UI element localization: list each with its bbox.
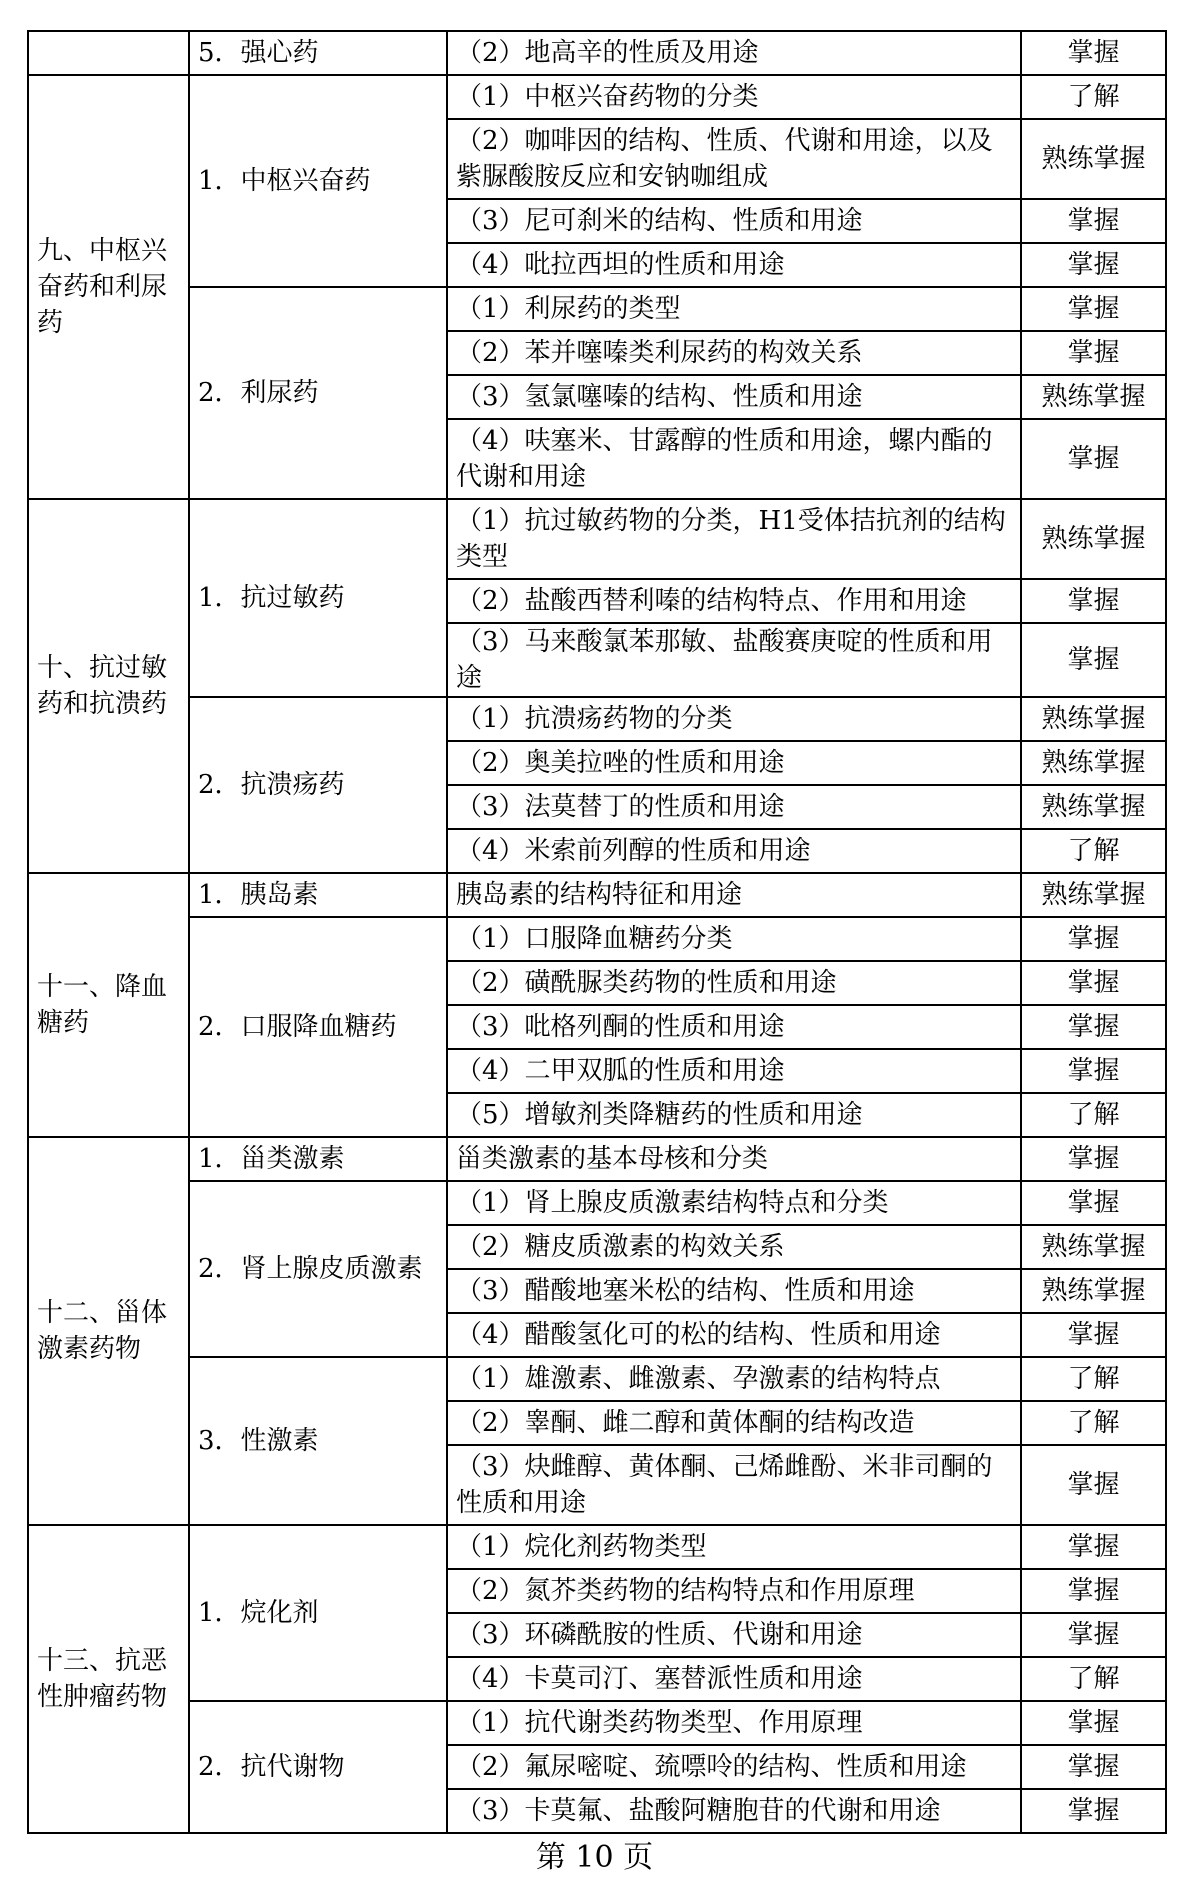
item-cell: （4）醋酸氢化可的松的结构、性质和用途 (447, 1313, 1021, 1357)
item-cell: （4）呋塞米、甘露醇的性质和用途，螺内酯的代谢和用途 (447, 419, 1021, 499)
item-cell: （5）增敏剂类降糖药的性质和用途 (447, 1093, 1021, 1137)
level-cell: 掌握 (1021, 419, 1166, 499)
level-cell: 了解 (1021, 1657, 1166, 1701)
topic-cell: 1．烷化剂 (189, 1525, 447, 1701)
level-cell: 掌握 (1021, 1445, 1166, 1525)
item-cell: （1）抗代谢类药物类型、作用原理 (447, 1701, 1021, 1745)
item-cell: （2）氟尿嘧啶、巯嘌呤的结构、性质和用途 (447, 1745, 1021, 1789)
item-cell: 甾类激素的基本母核和分类 (447, 1137, 1021, 1181)
unit-cell: 十二、甾体激素药物 (28, 1137, 189, 1525)
level-cell: 熟练掌握 (1021, 785, 1166, 829)
item-cell: （3）马来酸氯苯那敏、盐酸赛庚啶的性质和用途 (447, 623, 1021, 697)
page-number: 第 10 页 (535, 1840, 654, 1875)
level-cell: 掌握 (1021, 1789, 1166, 1833)
topic-cell: 1．中枢兴奋药 (189, 75, 447, 287)
item-cell: （3）氢氯噻嗪的结构、性质和用途 (447, 375, 1021, 419)
unit-cell: 十一、降血糖药 (28, 873, 189, 1137)
level-cell: 了解 (1021, 1357, 1166, 1401)
level-cell: 掌握 (1021, 1137, 1166, 1181)
level-cell: 掌握 (1021, 331, 1166, 375)
item-cell: （4）二甲双胍的性质和用途 (447, 1049, 1021, 1093)
syllabus-table-body (28, 31, 1166, 1833)
item-cell: （1）肾上腺皮质激素结构特点和分类 (447, 1181, 1021, 1225)
item-cell: （1）口服降血糖药分类 (447, 917, 1021, 961)
level-cell: 熟练掌握 (1021, 697, 1166, 741)
item-cell: （2）奥美拉唑的性质和用途 (447, 741, 1021, 785)
level-cell: 掌握 (1021, 1569, 1166, 1613)
topic-cell: 2．利尿药 (189, 287, 447, 499)
item-cell: （4）吡拉西坦的性质和用途 (447, 243, 1021, 287)
item-cell: 胰岛素的结构特征和用途 (447, 873, 1021, 917)
item-cell: （2）磺酰脲类药物的性质和用途 (447, 961, 1021, 1005)
item-cell: （2）盐酸西替利嗪的结构特点、作用和用途 (447, 579, 1021, 623)
table-row (28, 31, 1166, 75)
unit-cell: 九、中枢兴奋药和利尿药 (28, 75, 189, 499)
level-cell: 掌握 (1021, 1525, 1166, 1569)
unit-cell: 十、抗过敏药和抗溃药 (28, 499, 189, 873)
table-row (28, 1525, 1166, 1569)
level-cell: 掌握 (1021, 243, 1166, 287)
table-row (28, 1181, 1166, 1225)
level-cell: 掌握 (1021, 1745, 1166, 1789)
item-cell: （4）米索前列醇的性质和用途 (447, 829, 1021, 873)
level-cell: 掌握 (1021, 1181, 1166, 1225)
level-cell: 掌握 (1021, 199, 1166, 243)
level-cell: 熟练掌握 (1021, 499, 1166, 579)
topic-cell: 3．性激素 (189, 1357, 447, 1525)
item-cell: （2）苯并噻嗪类利尿药的构效关系 (447, 331, 1021, 375)
level-cell: 掌握 (1021, 1005, 1166, 1049)
level-cell: 了解 (1021, 1401, 1166, 1445)
level-cell: 熟练掌握 (1021, 119, 1166, 199)
item-cell: （3）醋酸地塞米松的结构、性质和用途 (447, 1269, 1021, 1313)
item-cell: （1）中枢兴奋药物的分类 (447, 75, 1021, 119)
item-cell: （1）抗溃疡药物的分类 (447, 697, 1021, 741)
table-row (28, 75, 1166, 119)
level-cell: 掌握 (1021, 287, 1166, 331)
level-cell: 掌握 (1021, 1049, 1166, 1093)
level-cell: 熟练掌握 (1021, 1225, 1166, 1269)
syllabus-table (27, 30, 1167, 1834)
table-row (28, 287, 1166, 331)
level-cell: 掌握 (1021, 579, 1166, 623)
table-row (28, 697, 1166, 741)
topic-cell: 5．强心药 (189, 31, 447, 75)
item-cell: （3）吡格列酮的性质和用途 (447, 1005, 1021, 1049)
level-cell: 了解 (1021, 829, 1166, 873)
topic-cell: 2．抗代谢物 (189, 1701, 447, 1833)
item-cell: （2）睾酮、雌二醇和黄体酮的结构改造 (447, 1401, 1021, 1445)
level-cell: 掌握 (1021, 961, 1166, 1005)
item-cell: （2）氮芥类药物的结构特点和作用原理 (447, 1569, 1021, 1613)
item-cell: （1）烷化剂药物类型 (447, 1525, 1021, 1569)
topic-cell: 1．甾类激素 (189, 1137, 447, 1181)
topic-cell: 2．抗溃疡药 (189, 697, 447, 873)
item-cell: （1）抗过敏药物的分类，H1受体拮抗剂的结构类型 (447, 499, 1021, 579)
level-cell: 掌握 (1021, 1613, 1166, 1657)
level-cell: 了解 (1021, 1093, 1166, 1137)
item-cell: （3）炔雌醇、黄体酮、己烯雌酚、米非司酮的性质和用途 (447, 1445, 1021, 1525)
level-cell: 熟练掌握 (1021, 873, 1166, 917)
item-cell: （3）环磷酰胺的性质、代谢和用途 (447, 1613, 1021, 1657)
table-row (28, 917, 1166, 961)
level-cell: 熟练掌握 (1021, 375, 1166, 419)
table-row (28, 1137, 1166, 1181)
unit-cell-continued (28, 31, 189, 75)
table-row (28, 499, 1166, 579)
item-cell: （4）卡莫司汀、塞替派性质和用途 (447, 1657, 1021, 1701)
item-cell: （1）利尿药的类型 (447, 287, 1021, 331)
level-cell: 掌握 (1021, 31, 1166, 75)
item-cell: （2）地高辛的性质及用途 (447, 31, 1021, 75)
topic-cell: 2．口服降血糖药 (189, 917, 447, 1137)
topic-cell: 1．胰岛素 (189, 873, 447, 917)
unit-cell: 十三、抗恶性肿瘤药物 (28, 1525, 189, 1833)
item-cell: （3）法莫替丁的性质和用途 (447, 785, 1021, 829)
topic-cell: 2．肾上腺皮质激素 (189, 1181, 447, 1357)
item-cell: （2）糖皮质激素的构效关系 (447, 1225, 1021, 1269)
level-cell: 掌握 (1021, 1313, 1166, 1357)
level-cell: 了解 (1021, 75, 1166, 119)
item-cell: （3）卡莫氟、盐酸阿糖胞苷的代谢和用途 (447, 1789, 1021, 1833)
level-cell: 熟练掌握 (1021, 741, 1166, 785)
item-cell: （2）咖啡因的结构、性质、代谢和用途，以及紫脲酸胺反应和安钠咖组成 (447, 119, 1021, 199)
level-cell: 掌握 (1021, 917, 1166, 961)
level-cell: 掌握 (1021, 623, 1166, 697)
level-cell: 熟练掌握 (1021, 1269, 1166, 1313)
table-row (28, 1357, 1166, 1401)
item-cell: （3）尼可刹米的结构、性质和用途 (447, 199, 1021, 243)
item-cell: （1）雄激素、雌激素、孕激素的结构特点 (447, 1357, 1021, 1401)
table-row (28, 873, 1166, 917)
table-row (28, 1701, 1166, 1745)
level-cell: 掌握 (1021, 1701, 1166, 1745)
topic-cell: 1．抗过敏药 (189, 499, 447, 697)
